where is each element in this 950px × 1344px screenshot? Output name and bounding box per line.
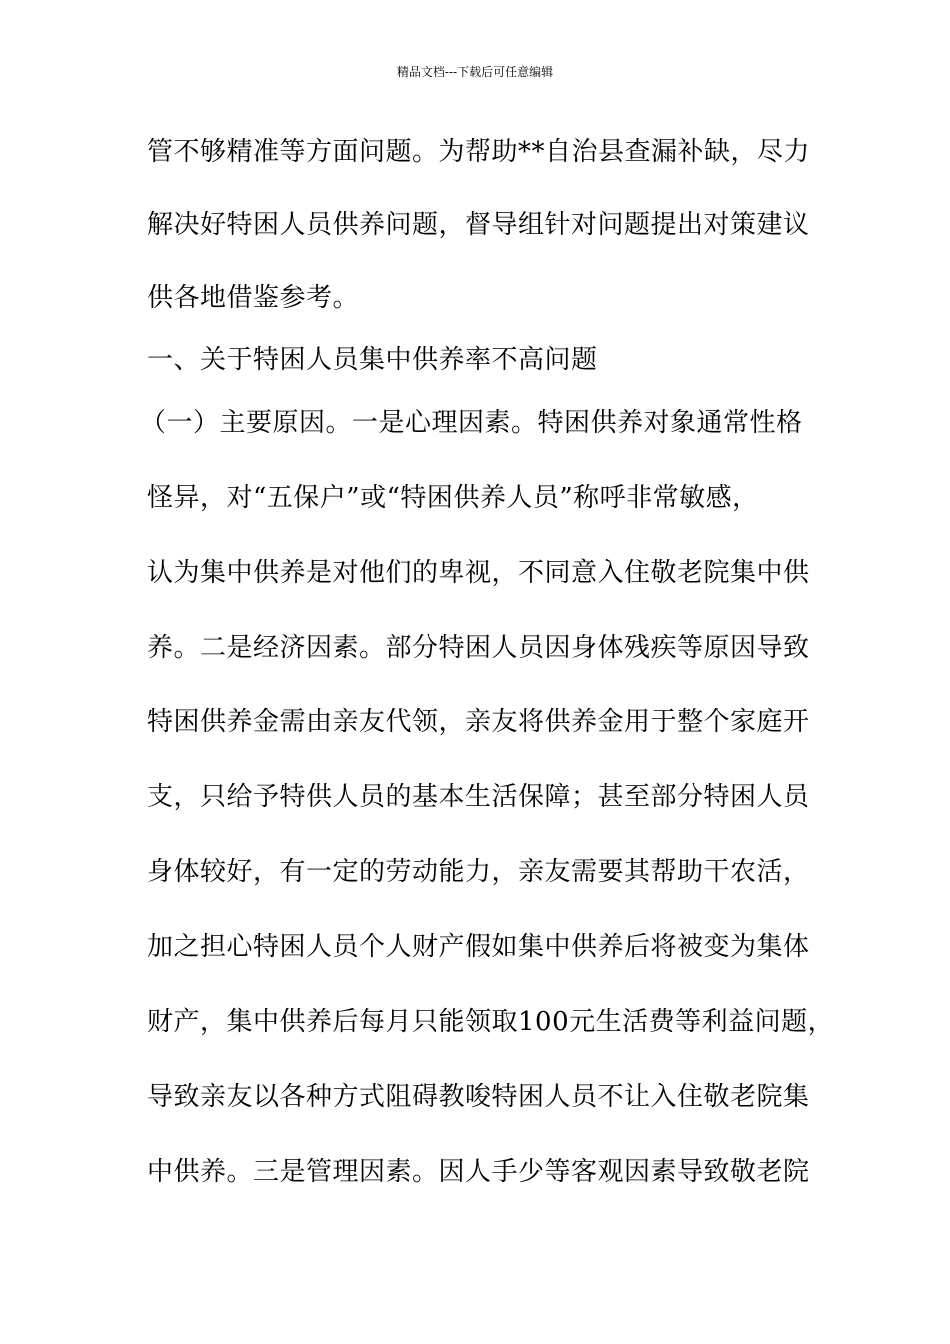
text-line: 养。二是经济因素。部分特困人员因身体残疾等原因导致 <box>147 633 810 663</box>
text-line: 解决好特困人员供养问题，督导组针对问题提出对策建议 <box>147 210 810 240</box>
text-line: 导致亲友以各种方式阻碍教唆特困人员不让入住敬老院集 <box>147 1082 810 1112</box>
text-line: 中供养。三是管理因素。因人手少等客观因素导致敬老院 <box>147 1157 810 1187</box>
text-line: 供各地借鉴参考。 <box>147 283 360 313</box>
text-line: 认为集中供养是对他们的卑视，不同意入住敬老院集中供 <box>147 558 810 588</box>
text-line: 管不够精准等方面问题。为帮助**自治县查漏补缺，尽力 <box>147 137 811 167</box>
text-line: 支，只给予特供人员的基本生活保障；甚至部分特困人员 <box>147 782 810 812</box>
page-header-watermark: 精品文档---下载后可任意编辑 <box>396 65 554 79</box>
text-line: 财产，集中供养后每月只能领取100元生活费等利益问题， <box>147 1007 835 1037</box>
text-line: 特困供养金需由亲友代领，亲友将供养金用于整个家庭开 <box>147 707 810 737</box>
text-line: 加之担心特困人员个人财产假如集中供养后将被变为集体 <box>147 932 810 962</box>
text-line: 怪异，对“五保户”或“特困供养人员”称呼非常敏感， <box>147 483 759 513</box>
text-line: 身体较好，有一定的劳动能力，亲友需要其帮助干农活， <box>147 857 810 887</box>
section-heading: 一、关于特困人员集中供养率不高问题 <box>147 345 598 375</box>
text-line: （一）主要原因。一是心理因素。特困供养对象通常性格 <box>140 408 803 438</box>
